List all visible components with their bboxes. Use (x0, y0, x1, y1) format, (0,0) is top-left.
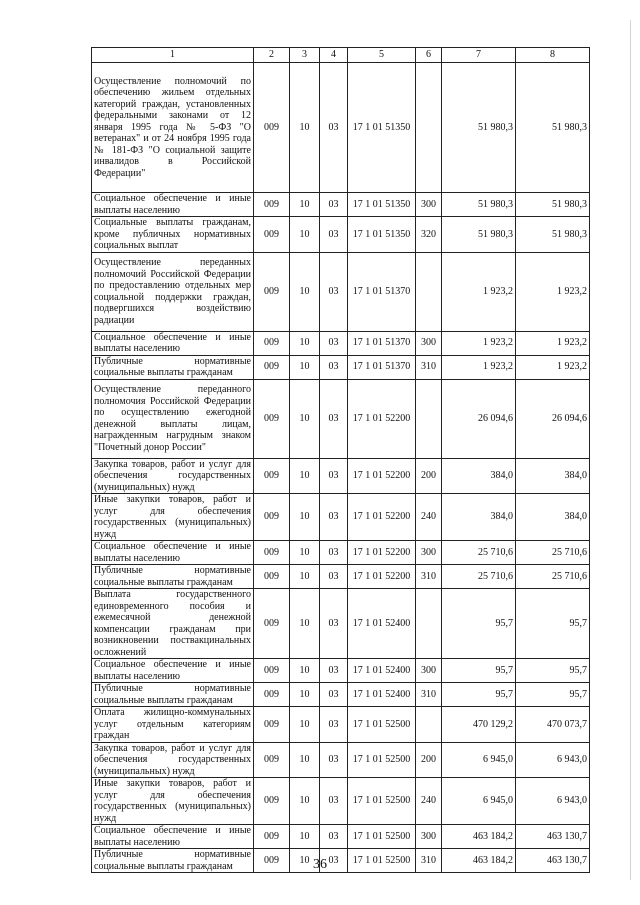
cell-subsection: 03 (320, 63, 348, 193)
page-number: 36 (313, 857, 327, 872)
cell-ministry: 009 (254, 193, 290, 217)
cell-name: Социальное обеспечение и иные выплаты населению (92, 659, 254, 683)
column-header: 8 (516, 48, 590, 63)
cell-name: Осуществление переданных полномочий Российской Федерации по предоставлению отдельных мер социальной поддержки граждан, подвергшихся воздействию радиации (92, 252, 254, 331)
cell-ministry: 009 (254, 778, 290, 825)
table-row (92, 589, 590, 659)
cell-target: 17 1 01 51350 (348, 217, 416, 253)
scan-edge-line (630, 20, 631, 880)
cell-amount1: 1 923,2 (442, 355, 516, 379)
column-header: 3 (290, 48, 320, 63)
cell-type (416, 252, 442, 331)
table-row (92, 193, 590, 217)
cell-section: 10 (290, 742, 320, 778)
cell-amount2: 95,7 (516, 659, 590, 683)
table-row (92, 331, 590, 355)
cell-subsection: 03 (320, 379, 348, 458)
cell-subsection: 03 (320, 707, 348, 743)
cell-section: 10 (290, 849, 320, 873)
cell-name: Публичные нормативные социальные выплаты гражданам (92, 565, 254, 589)
cell-amount1: 51 980,3 (442, 217, 516, 253)
table-row (92, 825, 590, 849)
table-row (92, 707, 590, 743)
cell-ministry: 009 (254, 63, 290, 193)
cell-name: Иные закупки товаров, работ и услуг для обеспечения государственных (муниципальных) нужд (92, 778, 254, 825)
cell-ministry: 009 (254, 379, 290, 458)
cell-amount2: 463 130,7 (516, 825, 590, 849)
cell-section: 10 (290, 331, 320, 355)
cell-target: 17 1 01 52200 (348, 541, 416, 565)
cell-subsection: 03 (320, 659, 348, 683)
cell-name: Социальное обеспечение и иные выплаты населению (92, 331, 254, 355)
cell-type: 320 (416, 217, 442, 253)
cell-ministry: 009 (254, 355, 290, 379)
cell-name: Публичные нормативные социальные выплаты гражданам (92, 355, 254, 379)
cell-amount2: 25 710,6 (516, 541, 590, 565)
cell-section: 10 (290, 193, 320, 217)
cell-amount2: 1 923,2 (516, 331, 590, 355)
table-row (92, 494, 590, 541)
cell-type (416, 589, 442, 659)
cell-amount1: 6 945,0 (442, 742, 516, 778)
cell-amount1: 25 710,6 (442, 541, 516, 565)
cell-subsection: 03 (320, 193, 348, 217)
cell-type: 240 (416, 494, 442, 541)
cell-section: 10 (290, 541, 320, 565)
table-row (92, 778, 590, 825)
column-header: 5 (348, 48, 416, 63)
cell-amount2: 26 094,6 (516, 379, 590, 458)
cell-target: 17 1 01 52500 (348, 707, 416, 743)
table-row (92, 252, 590, 331)
cell-name: Публичные нормативные социальные выплаты гражданам (92, 849, 254, 873)
cell-section: 10 (290, 707, 320, 743)
cell-section: 10 (290, 494, 320, 541)
cell-section: 10 (290, 825, 320, 849)
cell-amount1: 95,7 (442, 589, 516, 659)
cell-name: Социальные выплаты гражданам, кроме публичных нормативных социальных выплат (92, 217, 254, 253)
cell-subsection: 03 (320, 331, 348, 355)
cell-amount1: 51 980,3 (442, 193, 516, 217)
column-header: 1 (92, 48, 254, 63)
cell-amount1: 6 945,0 (442, 778, 516, 825)
cell-target: 17 1 01 52200 (348, 379, 416, 458)
cell-subsection: 03 (320, 589, 348, 659)
cell-amount2: 1 923,2 (516, 355, 590, 379)
cell-amount1: 1 923,2 (442, 252, 516, 331)
cell-target: 17 1 01 52400 (348, 659, 416, 683)
cell-section: 10 (290, 252, 320, 331)
cell-name: Осуществление полномочий по обеспечению жильем отдельных категорий граждан, установленных федеральными законами от 12 января 1995 года № 5-ФЗ "О ветеранах" и от 24 ноября 1995 года № 181-ФЗ "О социальной защите инвалидов в Российской Федерации" (92, 63, 254, 193)
cell-subsection: 03 (320, 252, 348, 331)
cell-type: 310 (416, 355, 442, 379)
table-row (92, 659, 590, 683)
cell-name: Осуществление переданного полномочия Российской Федерации по осуществлению ежегодной денежной выплаты лицам, награжденным нагрудным знаком "Почетный донор России" (92, 379, 254, 458)
table-row (92, 355, 590, 379)
cell-target: 17 1 01 52500 (348, 825, 416, 849)
cell-section: 10 (290, 589, 320, 659)
cell-name: Социальное обеспечение и иные выплаты населению (92, 541, 254, 565)
cell-ministry: 009 (254, 565, 290, 589)
cell-target: 17 1 01 52400 (348, 683, 416, 707)
cell-section: 10 (290, 63, 320, 193)
cell-target: 17 1 01 52400 (348, 589, 416, 659)
cell-name: Социальное обеспечение и иные выплаты населению (92, 825, 254, 849)
cell-amount1: 463 184,2 (442, 849, 516, 873)
column-header: 4 (320, 48, 348, 63)
cell-target: 17 1 01 52200 (348, 458, 416, 494)
cell-type (416, 63, 442, 193)
cell-name: Закупка товаров, работ и услуг для обеспечения государственных (муниципальных) нужд (92, 742, 254, 778)
cell-ministry: 009 (254, 494, 290, 541)
cell-amount2: 95,7 (516, 683, 590, 707)
table-row (92, 379, 590, 458)
cell-section: 10 (290, 565, 320, 589)
cell-amount1: 470 129,2 (442, 707, 516, 743)
cell-type: 240 (416, 778, 442, 825)
cell-type: 200 (416, 458, 442, 494)
cell-section: 10 (290, 458, 320, 494)
cell-name: Оплата жилищно-коммунальных услуг отдельным категориям граждан (92, 707, 254, 743)
cell-ministry: 009 (254, 683, 290, 707)
cell-subsection: 03 (320, 683, 348, 707)
cell-name: Публичные нормативные социальные выплаты гражданам (92, 683, 254, 707)
cell-type: 300 (416, 825, 442, 849)
cell-ministry: 009 (254, 659, 290, 683)
cell-ministry: 009 (254, 849, 290, 873)
cell-type: 310 (416, 683, 442, 707)
cell-ministry: 009 (254, 825, 290, 849)
cell-type (416, 707, 442, 743)
cell-subsection: 03 (320, 355, 348, 379)
cell-target: 17 1 01 51370 (348, 252, 416, 331)
cell-amount2: 25 710,6 (516, 565, 590, 589)
cell-amount1: 1 923,2 (442, 331, 516, 355)
table-header-row (92, 48, 590, 63)
cell-type: 310 (416, 849, 442, 873)
cell-ministry: 009 (254, 331, 290, 355)
cell-amount2: 470 073,7 (516, 707, 590, 743)
cell-type: 300 (416, 541, 442, 565)
cell-type: 310 (416, 565, 442, 589)
table-row (92, 458, 590, 494)
cell-subsection: 03 (320, 458, 348, 494)
cell-amount1: 463 184,2 (442, 825, 516, 849)
cell-section: 10 (290, 659, 320, 683)
cell-target: 17 1 01 52500 (348, 742, 416, 778)
cell-name: Социальное обеспечение и иные выплаты населению (92, 193, 254, 217)
cell-type: 300 (416, 331, 442, 355)
cell-amount2: 51 980,3 (516, 63, 590, 193)
cell-amount1: 384,0 (442, 494, 516, 541)
cell-name: Закупка товаров, работ и услуг для обеспечения государственных (муниципальных) нужд (92, 458, 254, 494)
cell-ministry: 009 (254, 589, 290, 659)
cell-section: 10 (290, 683, 320, 707)
cell-amount1: 26 094,6 (442, 379, 516, 458)
cell-subsection: 03 (320, 825, 348, 849)
cell-amount2: 384,0 (516, 494, 590, 541)
cell-target: 17 1 01 52200 (348, 494, 416, 541)
cell-target: 17 1 01 51350 (348, 63, 416, 193)
cell-target: 17 1 01 52200 (348, 565, 416, 589)
cell-ministry: 009 (254, 541, 290, 565)
cell-section: 10 (290, 778, 320, 825)
table-row (92, 63, 590, 193)
cell-target: 17 1 01 52500 (348, 849, 416, 873)
cell-ministry: 009 (254, 458, 290, 494)
cell-amount2: 1 923,2 (516, 252, 590, 331)
table-row (92, 565, 590, 589)
cell-amount2: 6 943,0 (516, 742, 590, 778)
cell-amount2: 95,7 (516, 589, 590, 659)
table-row (92, 541, 590, 565)
cell-target: 17 1 01 52500 (348, 778, 416, 825)
column-header: 6 (416, 48, 442, 63)
cell-amount1: 51 980,3 (442, 63, 516, 193)
cell-section: 10 (290, 355, 320, 379)
cell-ministry: 009 (254, 217, 290, 253)
cell-subsection: 03 (320, 494, 348, 541)
cell-ministry: 009 (254, 252, 290, 331)
cell-subsection: 03 (320, 742, 348, 778)
cell-ministry: 009 (254, 707, 290, 743)
cell-subsection: 03 (320, 541, 348, 565)
cell-amount1: 95,7 (442, 659, 516, 683)
table-row (92, 742, 590, 778)
cell-subsection: 03 (320, 778, 348, 825)
cell-subsection: 03 (320, 849, 348, 873)
cell-amount1: 95,7 (442, 683, 516, 707)
cell-amount2: 463 130,7 (516, 849, 590, 873)
cell-type (416, 379, 442, 458)
cell-subsection: 03 (320, 217, 348, 253)
cell-type: 300 (416, 659, 442, 683)
cell-subsection: 03 (320, 565, 348, 589)
cell-amount1: 25 710,6 (442, 565, 516, 589)
table-row (92, 217, 590, 253)
column-header: 7 (442, 48, 516, 63)
cell-section: 10 (290, 379, 320, 458)
cell-type: 200 (416, 742, 442, 778)
cell-amount2: 51 980,3 (516, 193, 590, 217)
budget-table (91, 47, 590, 873)
table-row (92, 683, 590, 707)
cell-ministry: 009 (254, 742, 290, 778)
cell-target: 17 1 01 51370 (348, 355, 416, 379)
cell-amount2: 51 980,3 (516, 217, 590, 253)
cell-name: Выплата государственного единовременного пособия и ежемесячной денежной компенсации гражданам при возникновении поствакцинальных осложнений (92, 589, 254, 659)
cell-type: 300 (416, 193, 442, 217)
cell-section: 10 (290, 217, 320, 253)
cell-amount2: 384,0 (516, 458, 590, 494)
column-header: 2 (254, 48, 290, 63)
cell-amount2: 6 943,0 (516, 778, 590, 825)
cell-name: Иные закупки товаров, работ и услуг для обеспечения государственных (муниципальных) нужд (92, 494, 254, 541)
cell-target: 17 1 01 51350 (348, 193, 416, 217)
cell-target: 17 1 01 51370 (348, 331, 416, 355)
cell-amount1: 384,0 (442, 458, 516, 494)
